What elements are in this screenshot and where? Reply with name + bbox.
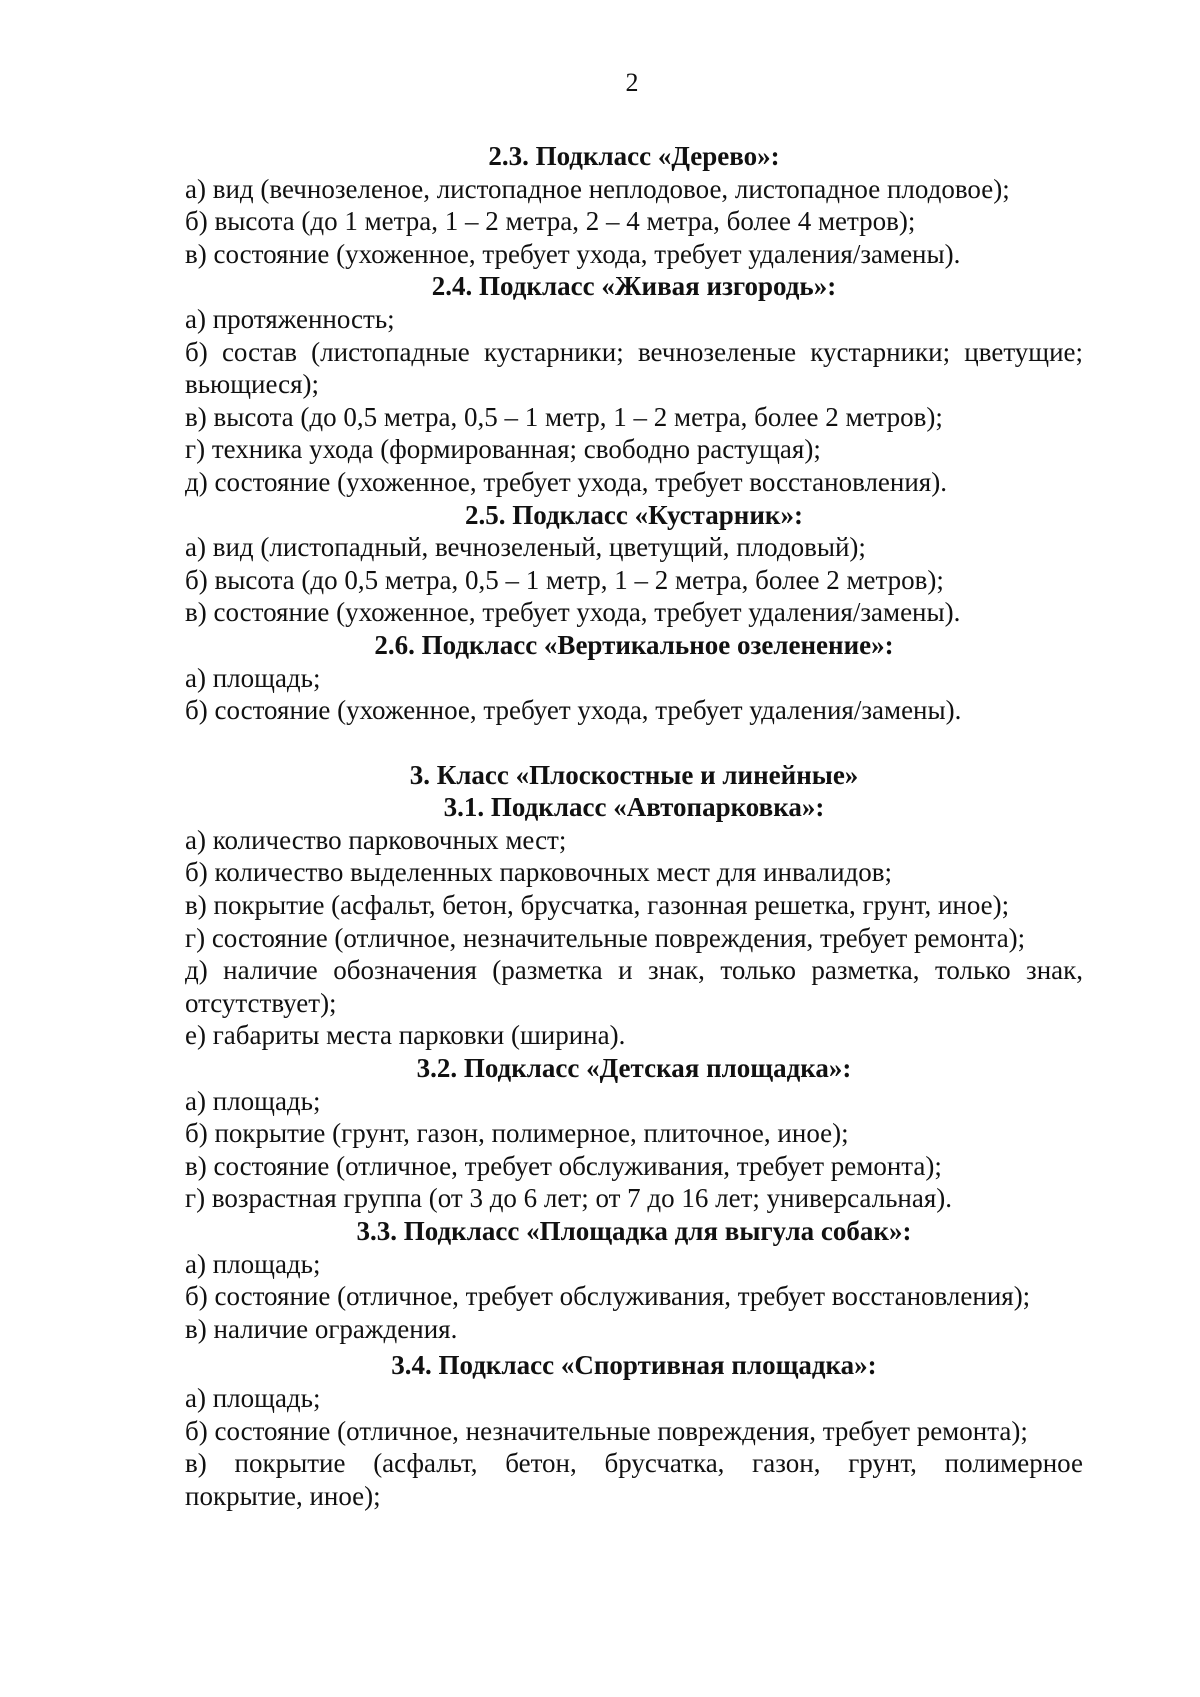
list-item: б) состояние (отличное, требует обслуживания, требует восстановления); <box>185 1281 1031 1312</box>
list-item: в) состояние (ухоженное, требует ухода, требует удаления/замены). <box>185 597 961 628</box>
list-item-continuation: покрытие, иное); <box>185 1480 381 1511</box>
subclass-heading-3-1: 3.1. Подкласс «Автопарковка»: <box>443 792 825 823</box>
list-item: г) техника ухода (формированная; свободно растущая); <box>185 434 821 465</box>
list-item: б) состояние (отличное, незначительные повреждения, требует ремонта); <box>185 1415 1028 1446</box>
subclass-heading-3-4: 3.4. Подкласс «Спортивная площадка»: <box>391 1350 877 1381</box>
page-number: 2 <box>625 68 639 97</box>
list-item: г) состояние (отличное, незначительные повреждения, требует ремонта); <box>185 922 1026 953</box>
list-item: б) высота (до 1 метра, 1 – 2 метра, 2 – 4 метра, более 4 метров); <box>185 206 916 237</box>
list-item: в) покрытие (асфальт, бетон, брусчатка, газонная решетка, грунт, иное); <box>185 890 1010 921</box>
list-item: в) состояние (ухоженное, требует ухода, требует удаления/замены). <box>185 238 961 269</box>
list-item: г) возрастная группа (от 3 до 6 лет; от 7 до 16 лет; универсальная). <box>185 1183 953 1214</box>
list-item: б) высота (до 0,5 метра, 0,5 – 1 метр, 1 – 2 метра, более 2 метров); <box>185 564 944 595</box>
list-item: е) габариты места парковки (ширина). <box>185 1020 626 1051</box>
list-item-continuation: вьющиеся); <box>185 369 320 400</box>
list-item: а) площадь; <box>185 1085 321 1116</box>
list-item: д) состояние (ухоженное, требует ухода, требует восстановления). <box>185 466 947 497</box>
subclass-heading-2-5: 2.5. Подкласс «Кустарник»: <box>465 499 803 530</box>
list-item: б) состав (листопадные кустарники; вечнозеленые кустарники; цветущие; <box>185 336 1083 367</box>
list-item: в) высота (до 0,5 метра, 0,5 – 1 метр, 1 – 2 метра, более 2 метров); <box>185 401 943 432</box>
section-spacer <box>185 727 1083 759</box>
list-item: а) протяженность; <box>185 303 395 334</box>
list-item: б) количество выделенных парковочных мест для инвалидов; <box>185 857 893 888</box>
list-item: а) площадь; <box>185 1382 321 1413</box>
list-item: д) наличие обозначения (разметка и знак, только разметка, только знак, <box>185 955 1083 986</box>
subclass-heading-2-4: 2.4. Подкласс «Живая изгородь»: <box>431 271 837 302</box>
subclass-heading-3-3: 3.3. Подкласс «Площадка для выгула собак»: <box>356 1216 912 1246</box>
subclass-heading-2-6: 2.6. Подкласс «Вертикальное озеленение»: <box>374 629 894 660</box>
document-body <box>185 140 1083 1512</box>
list-item: в) состояние (отличное, требует обслуживания, требует ремонта); <box>185 1150 942 1181</box>
list-item: б) покрытие (грунт, газон, полимерное, плиточное, иное); <box>185 1118 849 1149</box>
list-item: в) наличие ограждения. <box>185 1313 458 1344</box>
list-item-continuation: отсутствует); <box>185 987 337 1018</box>
list-item: в) покрытие (асфальт, бетон, брусчатка, газон, грунт, полимерное <box>185 1448 1083 1479</box>
list-item: а) количество парковочных мест; <box>185 824 567 855</box>
subclass-heading-3-2: 3.2. Подкласс «Детская площадка»: <box>416 1053 852 1084</box>
list-item: а) вид (листопадный, вечнозеленый, цветущий, плодовый); <box>185 532 866 563</box>
list-item: а) вид (вечнозеленое, листопадное неплодовое, листопадное плодовое); <box>185 173 1010 204</box>
list-item: а) площадь; <box>185 1248 321 1279</box>
list-item: а) площадь; <box>185 662 321 693</box>
subclass-heading-2-3: 2.3. Подкласс «Дерево»: <box>488 141 780 171</box>
list-item: б) состояние (ухоженное, требует ухода, требует удаления/замены). <box>185 695 962 726</box>
class-heading-3: 3. Класс «Плоскостные и линейные» <box>409 759 859 790</box>
